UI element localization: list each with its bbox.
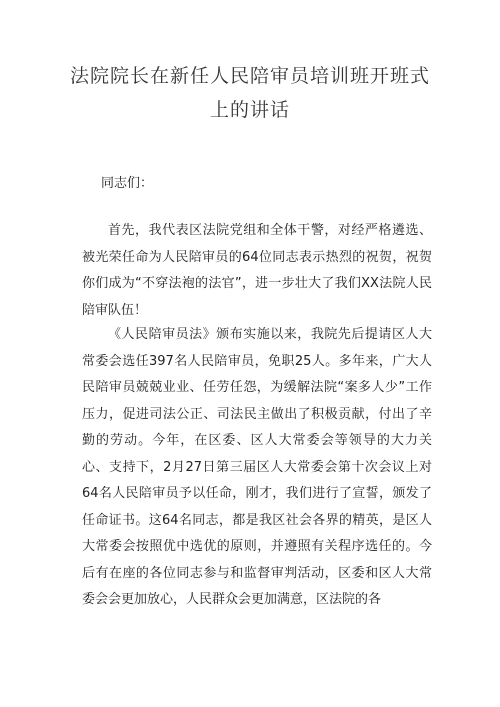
paragraph-background: 《人民陪审员法》颁布实施以来，我院先后提请区人大常委会选任397名人民陪审员，免职25人。多年来，广大人民陪审员兢兢业业、任劳任怨，为缓解法院“案多人少”工作压力，促进司法公正、司法民主做出了积极贡献，付出了辛勤的劳动。今年，在区委、区人大常委会等领导的大力关心、支持下，2月27日第三届区人大常委会第十次会议上对64名人民陪审员予以任命，刚才，我们进行了宣誓，颁发了任命证书。这64名同志，都是我区社会各界的精英，是区人大常委会按照优中选优的原则，并遵照有关程序选任的。今后有在座的各位同志参与和监督审判活动，区委和区人大常委会会更加放心，人民群众会更加满意，区法院的各 [82, 327, 432, 607]
paragraph-congratulations: 首先，我代表区法院党组和全体干警，对经严格遴选、被光荣任命为人民陪审员的64位同志表示热烈的祝贺，祝贺你们成为“不穿法袍的法官”，进一步壮大了我们XX法院人民陪审队伍！ [82, 223, 432, 318]
salutation: 同志们： [101, 176, 154, 191]
document-title-line-2: 上的讲话 [209, 99, 290, 121]
document-title-line-1: 法院院长在新任人民陪审员培训班开班式 [69, 65, 430, 87]
